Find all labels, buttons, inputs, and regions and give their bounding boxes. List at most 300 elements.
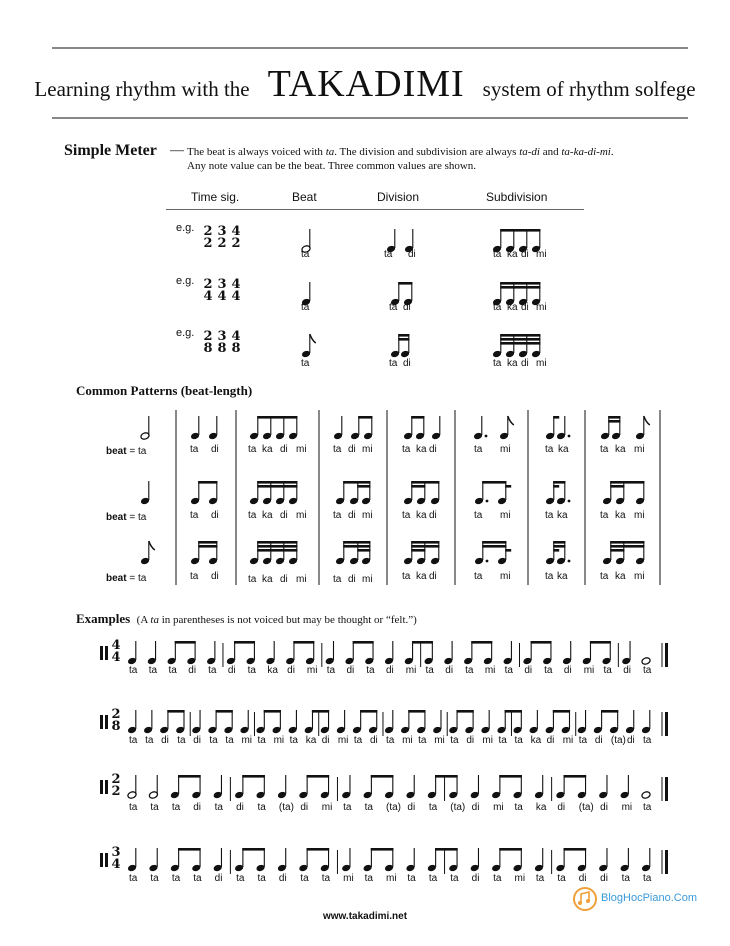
- example-syllable: ta: [643, 873, 652, 884]
- note-flag: [508, 416, 514, 425]
- note-beam: [553, 481, 565, 484]
- time-sig-top: 2: [111, 707, 121, 722]
- note-ta: ta: [150, 614, 159, 626]
- note-beam: [505, 710, 522, 713]
- note-beam: [371, 775, 394, 778]
- line1-takadimi: ta-ka-di-mi: [561, 146, 611, 158]
- note-beam: [293, 641, 314, 644]
- example-syllable: ta: [418, 735, 427, 746]
- example-syllable: ta: [129, 665, 138, 676]
- time-sig-bottom: 8: [203, 341, 213, 356]
- example-syllable: ta: [535, 873, 545, 884]
- note-beam: [500, 342, 540, 345]
- example-syllable: (ta): [386, 802, 401, 813]
- example-syllable: di: [346, 665, 355, 676]
- pattern-syllable: ta: [474, 444, 483, 455]
- example-syllable: di: [578, 873, 587, 884]
- note-beam: [435, 848, 458, 851]
- example-syllable: di: [563, 665, 572, 676]
- note-beam: [178, 775, 201, 778]
- beat-equals-ta: [106, 446, 146, 457]
- watermark: [572, 886, 702, 914]
- pattern-syllable: ka: [557, 510, 568, 521]
- example-syllable: ta: [257, 802, 266, 813]
- pattern-syllable: ta: [600, 571, 609, 582]
- time-sig-bottom: 8: [111, 719, 121, 734]
- footer-url[interactable]: www.takadimi.net: [322, 911, 408, 922]
- example-syllable: ta: [171, 802, 181, 813]
- example-syllable: ta: [504, 665, 513, 676]
- simple-meter-heading: Simple Meter: [64, 142, 157, 159]
- example-syllable: ta: [193, 873, 202, 884]
- example-syllable: ta: [150, 802, 159, 813]
- example-syllable: mi: [621, 802, 633, 813]
- note-beam: [553, 549, 559, 552]
- pattern-syllable: ka: [416, 571, 427, 582]
- example-syllable: ta: [407, 873, 416, 884]
- time-sig-bottom: 4: [111, 650, 121, 665]
- subdivision-syllable: mi: [536, 302, 547, 313]
- pattern-syllable: ka: [262, 444, 273, 455]
- example-syllable: ta: [353, 735, 363, 746]
- example-syllable: ta: [514, 802, 523, 813]
- example-syllable: (ta): [578, 802, 594, 813]
- example-syllable: di: [546, 735, 555, 746]
- note-beam: [608, 416, 620, 419]
- patterns-svg: [0, 400, 730, 600]
- note-beam: [411, 481, 439, 484]
- note-beam: [412, 641, 433, 644]
- example-syllable: ta: [257, 735, 266, 746]
- example-syllable: di: [594, 735, 603, 746]
- example-syllable: di: [287, 665, 295, 676]
- eg-label: e.g.: [176, 327, 195, 339]
- pattern-syllable: ta: [545, 444, 554, 455]
- note-beam: [411, 485, 425, 488]
- note-beam: [411, 549, 425, 552]
- percussion-clef-icon: [105, 715, 108, 729]
- note-beam: [242, 848, 265, 851]
- examples-heading-line: [76, 611, 417, 627]
- example-time-signature: [110, 640, 122, 664]
- note-beam: [257, 485, 297, 488]
- note-beam: [307, 775, 330, 778]
- subdivision-syllable: mi: [536, 249, 547, 260]
- note-beam: [553, 485, 559, 488]
- subdivision-syllable: ka: [507, 358, 518, 369]
- note-beam: [500, 229, 540, 232]
- percussion-clef-icon: [100, 780, 103, 794]
- pattern-syllable: mi: [500, 510, 511, 521]
- example-syllable: mi: [402, 735, 413, 746]
- line1-a: The beat is always voiced with: [187, 146, 326, 158]
- pattern-syllable: mi: [296, 510, 307, 521]
- example-time-signature: [110, 847, 122, 871]
- note-beam: [371, 848, 394, 851]
- note-beam: [610, 485, 624, 488]
- time-sig-top: 3: [217, 277, 227, 292]
- meter-row-notes: [0, 278, 300, 318]
- header-time-sig: Time sig.: [191, 190, 240, 204]
- example-syllable: ta: [428, 873, 438, 884]
- example-syllable: di: [466, 735, 475, 746]
- pattern-syllable: di: [348, 444, 356, 455]
- beat-word: beat: [106, 512, 127, 523]
- time-sig-bottom: 4: [217, 289, 227, 304]
- pattern-syllable: ta: [600, 510, 609, 521]
- example-syllable: ta: [129, 802, 138, 813]
- note-dot: [568, 500, 571, 503]
- percussion-clef-icon: [105, 780, 108, 794]
- example-syllable: di: [471, 802, 480, 813]
- subdivision-syllable: ta: [493, 302, 502, 313]
- example-syllable: di: [407, 802, 416, 813]
- example-syllable: ta: [578, 735, 588, 746]
- subdivision-syllable: di: [521, 302, 529, 313]
- pattern-syllable: ta: [248, 510, 257, 521]
- pattern-syllable: ka: [558, 444, 569, 455]
- pattern-syllable: ta: [474, 510, 483, 521]
- example-syllable: mi: [493, 802, 504, 813]
- example-syllable: ta: [214, 802, 223, 813]
- note-flag: [310, 334, 316, 343]
- note-beam: [564, 775, 587, 778]
- example-syllable: di: [524, 665, 533, 676]
- note-beam: [358, 416, 372, 419]
- example-syllable: mi: [337, 735, 349, 746]
- example-syllable: ta: [171, 873, 181, 884]
- example-syllable: ta: [289, 735, 298, 746]
- example-syllable: di: [369, 735, 378, 746]
- division-syllable: di: [403, 302, 411, 313]
- em-dash: —: [170, 143, 184, 158]
- example-syllable: di: [193, 802, 202, 813]
- example-syllable: ta: [557, 873, 566, 884]
- pattern-syllable: mi: [362, 444, 373, 455]
- pattern-syllable: ka: [416, 510, 427, 521]
- note-beam: [435, 775, 458, 778]
- example-syllable: di: [193, 735, 202, 746]
- title-suffix: system of rhythm solfege: [482, 77, 696, 101]
- division-syllable: di: [408, 249, 416, 260]
- pattern-syllable: di: [348, 574, 356, 585]
- example-syllable: mi: [321, 802, 333, 813]
- note-beam: [500, 338, 540, 341]
- example-syllable: ta: [425, 665, 434, 676]
- note-beam: [167, 710, 184, 713]
- pattern-syllable: di: [211, 444, 219, 455]
- pattern-syllable: ta: [333, 510, 342, 521]
- pattern-syllable: mi: [362, 510, 373, 521]
- pattern-syllable: ta: [190, 510, 199, 521]
- example-syllable: mi: [343, 873, 354, 884]
- example-syllable: mi: [241, 735, 252, 746]
- subdivision-syllable: ka: [507, 249, 518, 260]
- pattern-syllable: ka: [615, 571, 626, 582]
- example-syllable: di: [321, 735, 330, 746]
- note-beam: [553, 545, 565, 548]
- example-syllable: ta: [129, 873, 138, 884]
- example-syllable: ta: [150, 873, 159, 884]
- header-subdivision: Subdivision: [486, 190, 548, 204]
- time-sig-bottom: 2: [111, 784, 121, 799]
- example-syllable: ta: [257, 873, 266, 884]
- note-head: [641, 657, 651, 666]
- beat-syllable: ta: [301, 249, 310, 260]
- example-syllable: ta: [465, 665, 474, 676]
- percussion-clef-icon: [100, 715, 103, 729]
- top-rule: [52, 47, 688, 49]
- note-beam: [198, 541, 217, 544]
- example-syllable: ta: [364, 873, 373, 884]
- meter-row-notes: [0, 330, 300, 370]
- title-takadimi: TAKADIMI: [267, 63, 465, 105]
- note-beam: [216, 710, 233, 713]
- percussion-clef-icon: [100, 853, 103, 867]
- note-beam: [499, 775, 522, 778]
- pattern-syllable: ta: [474, 571, 483, 582]
- note-beam: [610, 541, 644, 544]
- time-sig-top: 2: [111, 772, 121, 787]
- note-beam: [357, 485, 370, 488]
- example-syllable: di: [445, 665, 454, 676]
- example-syllable: di: [161, 735, 169, 746]
- note-beam: [257, 416, 297, 419]
- example-time-signature: [110, 709, 122, 733]
- eg-label: e.g.: [176, 222, 195, 234]
- meter-row-notes: [0, 225, 300, 265]
- subdivision-syllable: ta: [493, 358, 502, 369]
- example-syllable: di: [214, 873, 223, 884]
- equals-ta: = ta: [126, 512, 147, 523]
- percussion-clef-icon: [105, 853, 108, 867]
- pattern-syllable: ka: [615, 444, 626, 455]
- pattern-syllable: di: [429, 444, 437, 455]
- note-beam: [408, 710, 425, 713]
- line1-end: .: [610, 146, 614, 158]
- note-beam: [500, 334, 540, 337]
- example-syllable: ta: [450, 873, 459, 884]
- time-sig-top: 4: [231, 329, 241, 344]
- line1-ta: ta: [325, 146, 335, 158]
- example-syllable: di: [386, 665, 394, 676]
- example-syllable: ta: [643, 802, 652, 813]
- note-beam: [482, 481, 506, 484]
- example-syllable: di: [236, 802, 244, 813]
- note-dot: [568, 560, 571, 563]
- subdivision-syllable: ta: [493, 249, 502, 260]
- example-syllable: ta: [514, 735, 523, 746]
- example-syllable: ta: [225, 735, 234, 746]
- pattern-syllable: mi: [362, 574, 373, 585]
- note-beam: [398, 282, 412, 285]
- example-syllable: ta: [321, 873, 331, 884]
- example-syllable: ta: [428, 802, 438, 813]
- time-sig-top: 2: [203, 329, 213, 344]
- example-syllable: ta: [493, 873, 502, 884]
- note-beam: [608, 420, 620, 423]
- note-beam: [564, 848, 587, 851]
- note-beam: [482, 545, 506, 548]
- time-sig-top: 3: [217, 329, 227, 344]
- pattern-syllable: di: [280, 574, 288, 585]
- example-syllable: ta: [129, 735, 138, 746]
- note-beam: [531, 641, 552, 644]
- example-syllable: ka: [530, 735, 542, 746]
- example-syllable: ka: [267, 665, 278, 676]
- note-beam: [257, 481, 297, 484]
- division-syllable: ta: [384, 249, 393, 260]
- note-beam: [175, 641, 196, 644]
- note-beam: [500, 286, 540, 289]
- example-syllable: ta: [544, 665, 553, 676]
- example-syllable: di: [600, 873, 608, 884]
- pattern-syllable: ka: [262, 510, 273, 521]
- note-beam: [343, 545, 370, 548]
- note-dot: [568, 435, 571, 438]
- note-beam: [264, 710, 281, 713]
- table-header-rule: [166, 209, 584, 210]
- example-syllable: di: [557, 802, 566, 813]
- note-beam: [353, 641, 374, 644]
- pattern-syllable: di: [280, 444, 288, 455]
- example-syllable: di: [188, 665, 197, 676]
- example-syllable: di: [626, 735, 635, 746]
- example-syllable: (ta): [278, 802, 294, 813]
- example-syllable: ka: [535, 802, 547, 813]
- time-sig-bottom: 8: [217, 341, 227, 356]
- simple-meter-line1: [187, 146, 614, 158]
- example-syllable: mi: [514, 873, 526, 884]
- time-sig-bottom: 2: [217, 236, 227, 251]
- percussion-clef-icon: [105, 646, 108, 660]
- time-sig-bottom: 8: [231, 341, 241, 356]
- beat-equals-ta: [106, 512, 146, 523]
- pattern-syllable: di: [211, 571, 219, 582]
- watermark-text: BlogHocPiano.Com: [601, 892, 697, 904]
- line1-b: . The division and subdivision are always: [334, 146, 520, 158]
- note-beam: [610, 481, 644, 484]
- example-syllable: mi: [306, 665, 318, 676]
- final-barline: [665, 850, 668, 874]
- note-head: [641, 791, 651, 800]
- pattern-syllable: ta: [190, 571, 199, 582]
- subdivision-syllable: di: [521, 358, 529, 369]
- division-syllable: di: [403, 358, 411, 369]
- division-syllable: ta: [389, 302, 398, 313]
- page-title: [0, 62, 730, 106]
- note-beam: [411, 416, 424, 419]
- example-syllable: ta: [603, 665, 612, 676]
- example-syllable: ta: [643, 735, 652, 746]
- pattern-syllable: ta: [402, 571, 411, 582]
- note-beam: [343, 481, 370, 484]
- note-flag: [644, 416, 650, 425]
- pattern-syllable: mi: [634, 444, 645, 455]
- subdivision-syllable: ka: [507, 302, 518, 313]
- note-beam: [482, 541, 506, 544]
- example-syllable: ta: [364, 802, 373, 813]
- example-syllable: (ta): [610, 735, 626, 746]
- beat-syllable: ta: [301, 302, 310, 313]
- example-syllable: mi: [484, 665, 496, 676]
- example-syllable: mi: [386, 873, 397, 884]
- beat-word: beat: [106, 573, 127, 584]
- note-beam: [198, 545, 217, 548]
- note-beam: [590, 641, 611, 644]
- pattern-syllable: ta: [600, 444, 609, 455]
- time-sig-top: 2: [203, 224, 213, 239]
- pattern-syllable: ka: [615, 510, 626, 521]
- beat-word: beat: [106, 446, 127, 457]
- note-beam: [257, 549, 297, 552]
- note-beam: [198, 481, 217, 484]
- eg-label: e.g.: [176, 275, 195, 287]
- note-flag: [149, 541, 155, 550]
- example-syllable: ta: [450, 735, 459, 746]
- beat-equals-ta: [106, 573, 146, 584]
- time-sig-bottom: 4: [203, 289, 213, 304]
- beat-syllable: ta: [301, 358, 310, 369]
- pattern-syllable: ka: [557, 571, 568, 582]
- equals-ta: = ta: [126, 446, 147, 457]
- note-dot: [486, 500, 489, 503]
- note-beam: [312, 710, 329, 713]
- note-beam: [500, 282, 540, 285]
- pattern-syllable: ka: [416, 444, 427, 455]
- examples-heading: Examples: [76, 611, 131, 626]
- time-sig-bottom: 2: [231, 236, 241, 251]
- example-syllable: ta: [145, 735, 154, 746]
- example-syllable: mi: [482, 735, 493, 746]
- example-syllable: ta: [366, 665, 375, 676]
- title-prefix: Learning rhythm with the: [34, 77, 250, 101]
- header-division: Division: [377, 190, 420, 204]
- pattern-syllable: di: [429, 510, 437, 521]
- note-beam: [505, 485, 511, 488]
- note-beam: [471, 641, 492, 644]
- pattern-syllable: ta: [190, 444, 199, 455]
- pattern-syllable: mi: [634, 571, 645, 582]
- note-beam: [178, 848, 201, 851]
- examples-note: [137, 614, 417, 626]
- time-sig-top: 3: [217, 224, 227, 239]
- note-b: in parentheses is not voiced but may be thought or “felt.”): [158, 614, 417, 626]
- time-sig-bottom: 2: [203, 236, 213, 251]
- pattern-syllable: ta: [333, 574, 342, 585]
- pattern-syllable: mi: [296, 444, 307, 455]
- example-syllable: ta: [326, 665, 336, 676]
- note-beam: [411, 545, 439, 548]
- pattern-syllable: di: [348, 510, 356, 521]
- example-syllable: di: [227, 665, 236, 676]
- example-syllable: ta: [209, 735, 218, 746]
- example-syllable: mi: [434, 735, 445, 746]
- pattern-syllable: mi: [296, 574, 307, 585]
- watermark-logo-icon: [572, 886, 598, 912]
- pattern-syllable: mi: [634, 510, 645, 521]
- example-syllable: ka: [305, 735, 317, 746]
- pattern-syllable: mi: [500, 571, 511, 582]
- note-beam: [505, 549, 511, 552]
- example-syllable: ta: [643, 665, 652, 676]
- pattern-syllable: ta: [248, 574, 257, 585]
- time-sig-top: 4: [231, 277, 241, 292]
- simple-meter-line2: Any note value can be the beat. Three common values are shown.: [187, 160, 477, 172]
- pattern-syllable: di: [280, 510, 288, 521]
- note-beam: [601, 710, 618, 713]
- equals-ta: = ta: [126, 573, 147, 584]
